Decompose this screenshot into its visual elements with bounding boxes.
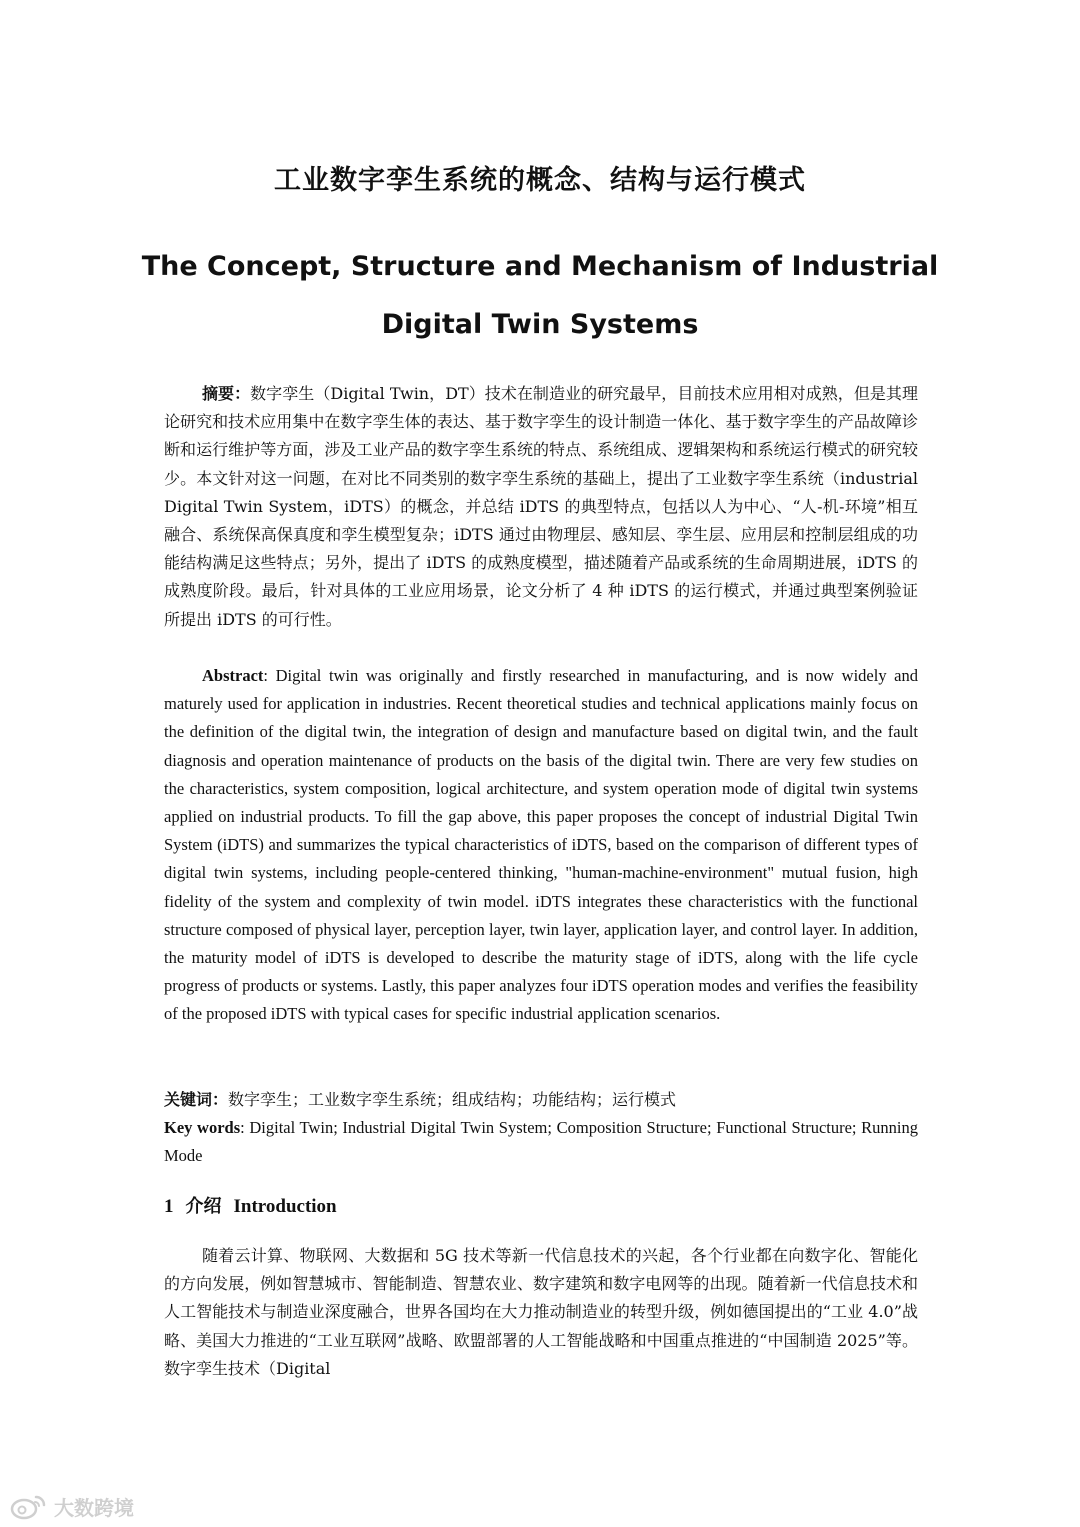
- weibo-logo-icon: [10, 1491, 50, 1521]
- title-english-line-1: The Concept, Structure and Mechanism of Industrial: [141, 251, 939, 282]
- keywords-chinese-label: 关键词：: [164, 1090, 229, 1109]
- section-heading-introduction: [164, 1192, 337, 1218]
- abstract-english-text: : Digital twin was originally and firstly researched in manufacturing, and is now widely and maturely used for application in industries. Recent theoretical studies and technical applications mainly focus on the definition of the digital twin, the integration of design and manufacture based on digital twin, and the fault diagnosis and operation maintenance of products on the basis of the digital twin. There are very few studies on the characteristics, system composition, logical architecture, and system operation mode of digital twin systems applied on industrial products. To fill the gap above, this paper proposes the concept of industrial Digital Twin System (iDTS) and summarizes the typical characteristics of iDTS, based on the comparison of different types of digital twin systems, including people-centered thinking, "human-machine-environment" mutual fusion, high fidelity of the system and complexity of twin model. iDTS integrates these characteristics with the functional structure composed of physical layer, perception layer, twin layer, application layer, and control layer. In addition, the maturity model of iDTS is developed to describe the maturity stage of iDTS, along with the life cycle progress of products or systems. Lastly, this paper analyzes four iDTS operation modes and verifies the feasibility of the proposed iDTS with typical cases for specific industrial application scenarios.: [164, 666, 918, 1024]
- title-english: [0, 238, 1080, 354]
- title-chinese: 工业数字孪生系统的概念、结构与运行模式: [274, 165, 806, 196]
- keywords-english: [164, 1114, 918, 1170]
- watermark-text: 大数跨境: [54, 1495, 134, 1520]
- section-title-english: Introduction: [233, 1196, 337, 1217]
- introduction-paragraph: 随着云计算、物联网、大数据和 5G 技术等新一代信息技术的兴起，各个行业都在向数字化、智能化的方向发展，例如智慧城市、智能制造、智慧农业、数字建筑和数字电网等的出现。随着新一代信息技术和人工智能技术与制造业深度融合，世界各国均在大力推动制造业的转型升级，例如德国提出的“工业 4.0”战略、美国大力推进的“工业互联网”战略、欧盟部署的人工智能战略和中国重点推进的“中国制造 2025”等。数字孪生技术（Digital: [164, 1246, 918, 1378]
- abstract-chinese: [164, 380, 918, 634]
- keywords-english-text: : Digital Twin; Industrial Digital Twin System; Composition Structure; Functional Structure; Running Mode: [164, 1118, 918, 1166]
- title-english-line-2: Digital Twin Systems: [381, 309, 699, 340]
- keywords-english-label: Key words: [164, 1118, 241, 1137]
- section-title-chinese: 介绍: [185, 1196, 222, 1217]
- abstract-english-label: Abstract: [202, 666, 264, 685]
- section-number: 1: [164, 1196, 174, 1217]
- abstract-chinese-text: 数字孪生（Digital Twin，DT）技术在制造业的研究最早，目前技术应用相对成熟，但是其理论研究和技术应用集中在数字孪生体的表达、基于数字孪生的设计制造一体化、基于数字孪生的产品故障诊断和运行维护等方面，涉及工业产品的数字孪生系统的特点、系统组成、逻辑架构和系统运行模式的研究较少。本文针对这一问题，在对比不同类别的数字孪生系统的基础上，提出了工业数字孪生系统（industrial Digital Twin System，iDTS）的概念，并总结 iDTS 的典型特点，包括以人为中心、“人-机-环境”相互融合、系统保高保真度和孪生模型复杂；iDTS 通过由物理层、感知层、孪生层、应用层和控制层组成的功能结构满足这些特点；另外，提出了 iDTS 的成熟度模型，描述随着产品或系统的生命周期进展，iDTS 的成熟度阶段。最后，针对具体的工业应用场景，论文分析了 4 种 iDTS 的运行模式，并通过典型案例验证所提出 iDTS 的可行性。: [164, 384, 918, 629]
- abstract-english: [164, 662, 918, 1029]
- watermark: [10, 1490, 134, 1522]
- keywords-chinese: [164, 1086, 918, 1114]
- keywords-chinese-text: 数字孪生；工业数字孪生系统；组成结构；功能结构；运行模式: [228, 1090, 677, 1109]
- abstract-chinese-label: 摘要：: [202, 384, 251, 403]
